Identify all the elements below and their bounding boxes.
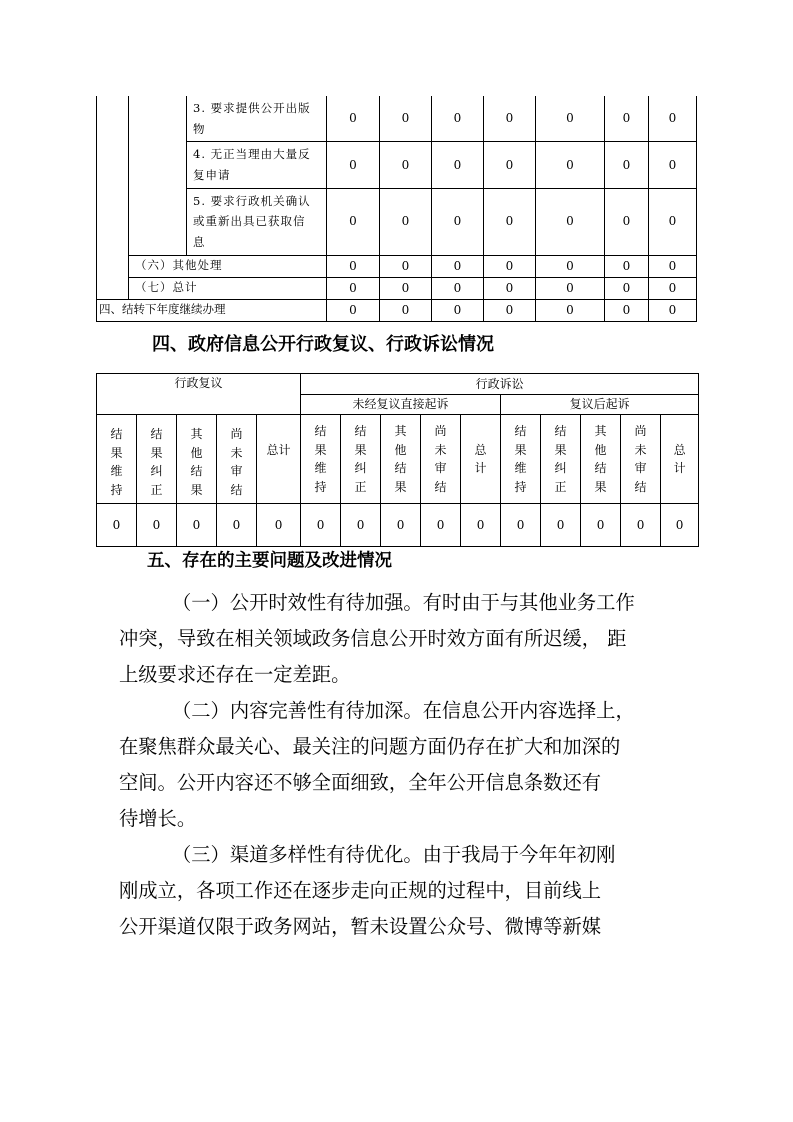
cell-value: 0 — [605, 188, 649, 255]
cell-value: 0 — [432, 255, 484, 277]
cell-value: 0 — [380, 142, 432, 188]
cell-value: 0 — [381, 504, 421, 547]
cell-value: 0 — [432, 96, 484, 142]
col-header: 结果纠正 — [541, 415, 581, 504]
table-row — [97, 504, 699, 547]
cell-value: 0 — [380, 299, 432, 321]
cell-value: 0 — [484, 277, 536, 299]
cell-value: 0 — [605, 255, 649, 277]
table-row — [97, 96, 697, 142]
cell-value: 0 — [649, 96, 697, 142]
row-label-carry-over: 四、结转下年度继续办理 — [97, 299, 327, 321]
cell-value: 0 — [605, 299, 649, 321]
col-header: 总计 — [661, 415, 699, 504]
col-header: 结果维持 — [301, 415, 341, 504]
cell-value: 0 — [380, 277, 432, 299]
cell-value: 0 — [649, 142, 697, 188]
col-header: 其他结果 — [581, 415, 621, 504]
disposal-table-continued — [96, 96, 697, 322]
cell-value: 0 — [536, 142, 605, 188]
cell-value: 0 — [327, 142, 380, 188]
merged-cell-outer — [97, 96, 129, 299]
cell-value: 0 — [380, 255, 432, 277]
table-row — [97, 277, 697, 299]
col-header: 结果纠正 — [137, 415, 177, 504]
paragraph-line: 公开渠道仅限于政务网站，暂未设置公众号、微博等新媒 — [119, 915, 602, 938]
col-header: 其他结果 — [177, 415, 217, 504]
cell-value: 0 — [536, 277, 605, 299]
cell-value: 0 — [432, 142, 484, 188]
paragraph-line: 待增长。 — [119, 807, 197, 830]
col-header: 其他结果 — [381, 415, 421, 504]
cell-value: 0 — [421, 504, 461, 547]
cell-value: 0 — [536, 188, 605, 255]
cell-value: 0 — [581, 504, 621, 547]
cell-value: 0 — [432, 277, 484, 299]
cell-value: 0 — [484, 299, 536, 321]
paragraph-timeliness — [119, 585, 689, 693]
cell-value: 0 — [649, 255, 697, 277]
cell-value: 0 — [327, 299, 380, 321]
admin-litigation-header: 行政诉讼 — [301, 374, 699, 395]
paragraph-line: （一）公开时效性有待加强。有时由于与其他业务工作 — [172, 591, 635, 614]
paragraph-line: 刚成立，各项工作还在逐步走向正规的过程中，目前线上 — [119, 879, 602, 902]
cell-value: 0 — [380, 188, 432, 255]
cell-value: 0 — [461, 504, 501, 547]
cell-value: 0 — [257, 504, 301, 547]
cell-value: 0 — [605, 96, 649, 142]
cell-value: 0 — [177, 504, 217, 547]
cell-value: 0 — [649, 277, 697, 299]
cell-value: 0 — [661, 504, 699, 547]
table-row — [97, 255, 697, 277]
cell-value: 0 — [621, 504, 661, 547]
col-header: 尚未审结 — [621, 415, 661, 504]
cell-value: 0 — [649, 188, 697, 255]
row-label-other: （六）其他处理 — [129, 255, 327, 277]
table-row — [97, 415, 699, 504]
col-header: 结果维持 — [97, 415, 137, 504]
cell-value: 0 — [137, 504, 177, 547]
review-litigation-table — [96, 373, 699, 547]
cell-value: 0 — [605, 142, 649, 188]
cell-value: 0 — [432, 299, 484, 321]
table-row — [97, 299, 697, 321]
after-review-suit-header: 复议后起诉 — [501, 395, 699, 415]
cell-value: 0 — [301, 504, 341, 547]
col-header: 结果纠正 — [341, 415, 381, 504]
cell-value: 0 — [97, 504, 137, 547]
paragraph-content — [119, 693, 689, 837]
row-label-confirm-info: 5. 要求行政机关确认 或重新出具已获取信 息 — [187, 188, 327, 255]
table-row — [97, 142, 697, 188]
cell-value: 0 — [327, 277, 380, 299]
row-label-total: （七）总计 — [129, 277, 327, 299]
cell-value: 0 — [649, 299, 697, 321]
cell-value: 0 — [484, 188, 536, 255]
paragraph-line: 空间。公开内容还不够全面细致，全年公开信息条数还有 — [119, 771, 602, 794]
paragraph-line: （三）渠道多样性有待优化。由于我局于今年年初刚 — [172, 843, 616, 866]
col-header: 尚未审结 — [421, 415, 461, 504]
table-row — [97, 188, 697, 255]
cell-value: 0 — [484, 142, 536, 188]
direct-suit-header: 未经复议直接起诉 — [301, 395, 501, 415]
paragraph-channels — [119, 837, 689, 945]
paragraph-line: （二）内容完善性有待加深。在信息公开内容选择上， — [172, 699, 635, 722]
cell-value: 0 — [327, 255, 380, 277]
cell-value: 0 — [536, 255, 605, 277]
row-label-publications: 3. 要求提供公开出版 物 — [187, 96, 327, 142]
col-header: 总计 — [461, 415, 501, 504]
col-header: 总计 — [257, 415, 301, 504]
col-header: 结果维持 — [501, 415, 541, 504]
table-row — [97, 374, 699, 395]
cell-value: 0 — [605, 277, 649, 299]
section-heading-review-litigation: 四、政府信息公开行政复议、行政诉讼情况 — [152, 334, 494, 355]
cell-value: 0 — [432, 188, 484, 255]
admin-review-header: 行政复议 — [97, 374, 301, 415]
cell-value: 0 — [217, 504, 257, 547]
cell-value: 0 — [536, 96, 605, 142]
cell-value: 0 — [380, 96, 432, 142]
cell-value: 0 — [484, 255, 536, 277]
cell-value: 0 — [341, 504, 381, 547]
cell-value: 0 — [327, 188, 380, 255]
section-heading-problems: 五、存在的主要问题及改进情况 — [147, 551, 392, 571]
paragraph-line: 在聚焦群众最关心、最关注的问题方面仍存在扩大和加深的 — [119, 735, 621, 758]
cell-value: 0 — [501, 504, 541, 547]
cell-value: 0 — [541, 504, 581, 547]
cell-value: 0 — [484, 96, 536, 142]
merged-cell-inner — [129, 96, 187, 255]
cell-value: 0 — [327, 96, 380, 142]
col-header: 尚未审结 — [217, 415, 257, 504]
row-label-repeated-requests: 4. 无正当理由大量反 复申请 — [187, 142, 327, 188]
cell-value: 0 — [536, 299, 605, 321]
paragraph-line: 冲突，导致在相关领域政务信息公开时效方面有所迟缓， 距 — [119, 627, 627, 650]
paragraph-line: 上级要求还存在一定差距。 — [119, 663, 351, 686]
